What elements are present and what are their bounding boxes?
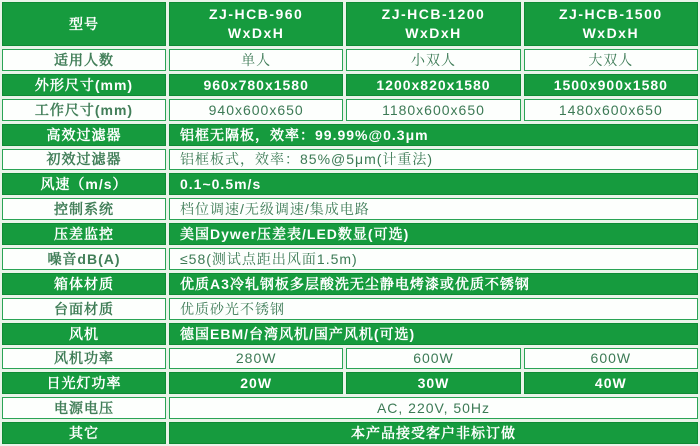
spec-value: 铝框无隔板，效率：99.99%@0.3μm — [169, 124, 698, 146]
model-header-1200 — [346, 2, 520, 46]
row-label-control-system: 控制系统 — [2, 198, 166, 220]
spec-value: 单人 — [169, 49, 343, 71]
row-label-work-size: 工作尺寸(mm) — [2, 99, 166, 121]
spec-value: 20W — [169, 372, 343, 394]
row-label-power-supply: 电源电压 — [2, 397, 166, 419]
spec-value: 德国EBM/台湾风机/国产风机(可选) — [169, 323, 698, 345]
model-header-960 — [169, 2, 343, 46]
spec-value: 600W — [524, 348, 698, 370]
spec-value: 940x600x650 — [169, 99, 343, 121]
model-name: ZJ-HCB-960 — [208, 6, 304, 23]
spec-value: 本产品接受客户非标订做 — [169, 422, 698, 444]
spec-value: AC, 220V, 50Hz — [169, 397, 698, 419]
spec-value: 小双人 — [346, 49, 520, 71]
spec-value: ≤58(测试点距出风面1.5m) — [169, 248, 698, 270]
spec-value: 美国Dywer压差表/LED数显(可选) — [169, 223, 698, 245]
row-label-fan-power: 风机功率 — [2, 348, 166, 370]
row-label-air-speed: 风速（m/s） — [2, 173, 166, 195]
row-label-pressure-monitor: 压差监控 — [2, 223, 166, 245]
model-name: ZJ-HCB-1200 — [381, 6, 486, 23]
model-name: ZJ-HCB-1500 — [559, 6, 663, 23]
spec-value: 1180x600x650 — [346, 99, 520, 121]
spec-value: 优质砂光不锈钢 — [169, 298, 698, 320]
spec-value: 600W — [346, 348, 520, 370]
row-label-cabinet-material: 箱体材质 — [2, 273, 166, 295]
row-label-lamp-power: 日光灯功率 — [2, 372, 166, 394]
spec-value: 大双人 — [524, 49, 698, 71]
spec-value: 1500x900x1580 — [524, 74, 698, 96]
spec-value: 960x780x1580 — [169, 74, 343, 96]
row-label-capacity: 适用人数 — [2, 49, 166, 71]
spec-value: 档位调速/无级调速/集成电路 — [169, 198, 698, 220]
row-label-worktop-material: 台面材质 — [2, 298, 166, 320]
row-label-pre-filter: 初效过滤器 — [2, 149, 166, 171]
header-row-label: 型号 — [2, 2, 166, 46]
spec-value: 优质A3冷轧钢板多层酸洗无尘静电烤漆或优质不锈钢 — [169, 273, 698, 295]
row-label-outer-size: 外形尺寸(mm) — [2, 74, 166, 96]
row-label-other: 其它 — [2, 422, 166, 444]
model-dims-caption: WxDxH — [227, 25, 285, 41]
model-header-1500 — [524, 2, 698, 46]
spec-value: 30W — [346, 372, 520, 394]
spec-value: 0.1~0.5m/s — [169, 173, 698, 195]
row-label-noise: 噪音dB(A) — [2, 248, 166, 270]
spec-value: 铝框板式，效率：85%@5μm(计重法) — [169, 149, 698, 171]
spec-value: 280W — [169, 348, 343, 370]
spec-value: 1480x600x650 — [524, 99, 698, 121]
row-label-fan: 风机 — [2, 323, 166, 345]
spec-value: 1200x820x1580 — [346, 74, 520, 96]
product-spec-table — [2, 2, 698, 444]
model-dims-caption: WxDxH — [582, 25, 640, 41]
model-dims-caption: WxDxH — [405, 25, 462, 41]
spec-value: 40W — [524, 372, 698, 394]
row-label-hepa-filter: 高效过滤器 — [2, 124, 166, 146]
